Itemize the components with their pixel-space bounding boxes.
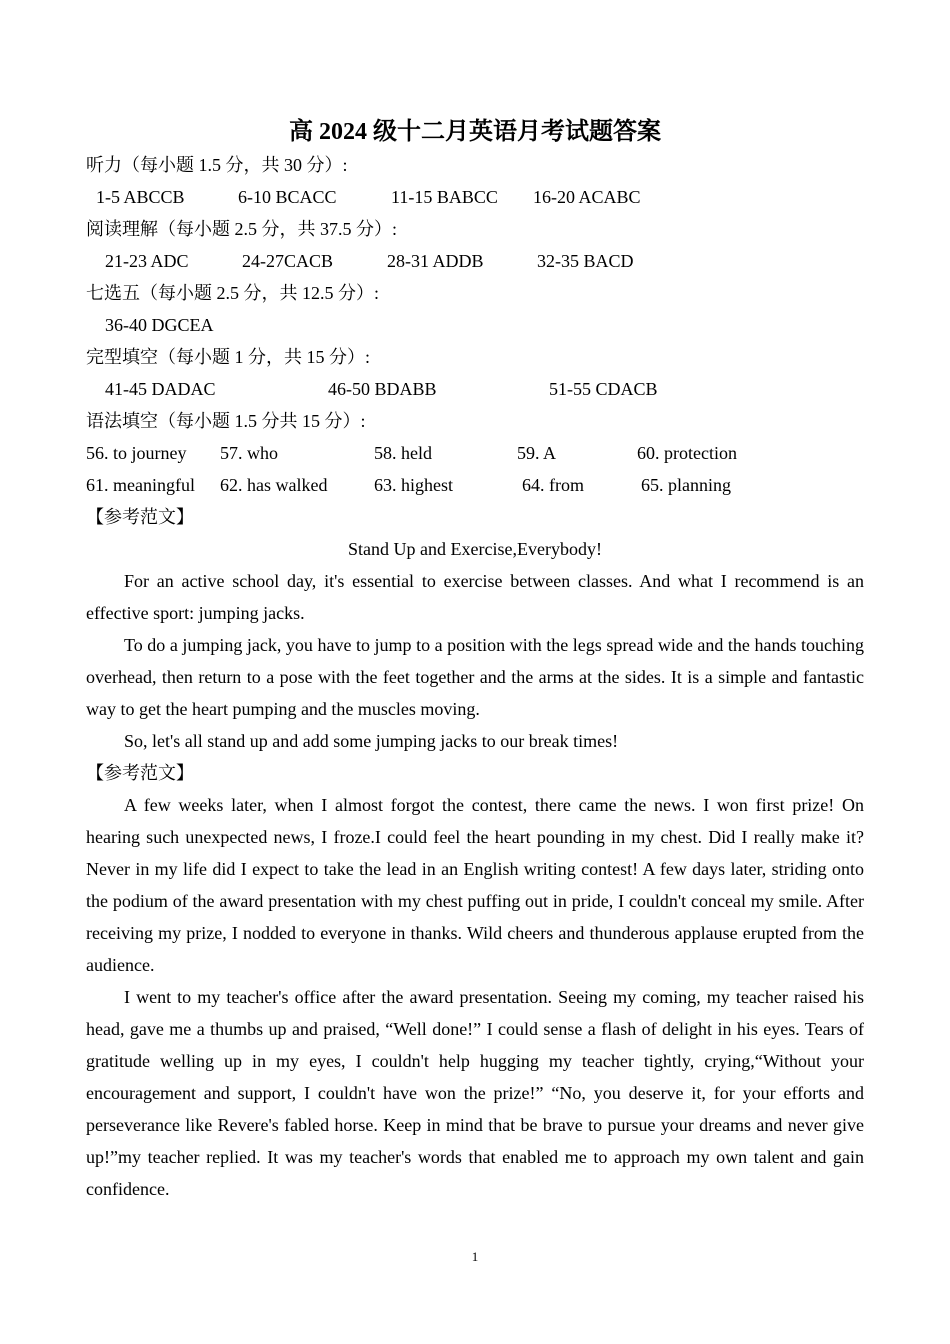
essay1-paragraph: So, let's all stand up and add some jumping jacks to our break times! [124, 731, 619, 751]
essay2-paragraph: I went to my teacher's office after the award presentation. Seeing my coming, my teacher raised his head, gave me a thumbs up and praised, “Well done!” I could sense a flash of delight in his eyes. Tears of gratitude welling up in my eyes, I couldn't help hugging my teacher tightly, crying,“Without your encouragement and support, I couldn't have won the prize!” “No, you deserve it, for your efforts and perseverance like Revere's fabled horse. Keep in mind that be brave to pursue your dreams and never give up!”my teacher replied. It was my teacher's words that enabled me to approach my own talent and gain confidence. [86, 987, 864, 1199]
answer-group: 1-5 ABCCB [96, 187, 185, 207]
listening-heading: 听力（每小题 1.5 分，共 30 分）: [86, 155, 348, 175]
grammar-answer: 61. meaningful [86, 475, 195, 495]
grammar-answer: 59. A [517, 443, 557, 463]
grammar-answer: 63. highest [374, 475, 453, 495]
essay1-label: 【参考范文】 [86, 507, 194, 527]
reading-heading: 阅读理解（每小题 2.5 分，共 37.5 分）: [86, 219, 397, 239]
answer-group: 21-23 ADC [105, 251, 189, 271]
answer-group: 46-50 BDABB [328, 379, 437, 399]
page-title: 高 2024 级十二月英语月考试题答案 [289, 119, 661, 145]
grammar-answer: 58. held [374, 443, 432, 463]
essay2-paragraph: A few weeks later, when I almost forgot the contest, there came the news. I won first prize! On hearing such unexpected news, I froze.I could feel the heart pounding in my chest. Did I really make it? Never in my life did I expect to take the lead in an English writing contest! A few days later, striding onto the podium of the award presentation with my chest puffing out in pride, I couldn't conceal my smile. After receiving my prize, I nodded to everyone in thanks. Wild cheers and thunderous applause erupted from the audience. [86, 795, 864, 975]
essay1-paragraph: To do a jumping jack, you have to jump to a position with the legs spread wide and the hands touching overhead, then return to a pose with the feet together and the arms at the sides. It is a simple and fantastic way to get the heart pumping and the muscles moving. [86, 635, 864, 719]
grammar-answer: 57. who [220, 443, 278, 463]
grammar-answer: 56. to journey [86, 443, 187, 463]
essay1-title: Stand Up and Exercise,Everybody! [348, 539, 602, 559]
essay2-label: 【参考范文】 [86, 763, 194, 783]
answer-group: 6-10 BCACC [238, 187, 337, 207]
grammar-heading: 语法填空（每小题 1.5 分共 15 分）: [86, 411, 366, 431]
grammar-answer: 62. has walked [220, 475, 328, 495]
essay1-paragraph: For an active school day, it's essential to exercise between classes. And what I recommend is an effective sport: jumping jacks. [86, 571, 864, 623]
grammar-answer: 64. from [522, 475, 584, 495]
seven-five-heading: 七选五（每小题 2.5 分，共 12.5 分）: [86, 283, 379, 303]
answer-group: 11-15 BABCC [391, 187, 498, 207]
answer-group: 24-27CACB [242, 251, 334, 271]
grammar-answer: 60. protection [637, 443, 737, 463]
answer-group: 41-45 DADAC [105, 379, 216, 399]
grammar-answer: 65. planning [641, 475, 731, 495]
cloze-heading: 完型填空（每小题 1 分，共 15 分）: [86, 347, 370, 367]
answer-group: 28-31 ADDB [387, 251, 484, 271]
answer-group: 51-55 CDACB [549, 379, 658, 399]
answer-group: 16-20 ACABC [533, 187, 641, 207]
page-number: 1 [471, 1249, 479, 1264]
answer-group: 32-35 BACD [537, 251, 634, 271]
answer-group: 36-40 DGCEA [105, 315, 214, 335]
